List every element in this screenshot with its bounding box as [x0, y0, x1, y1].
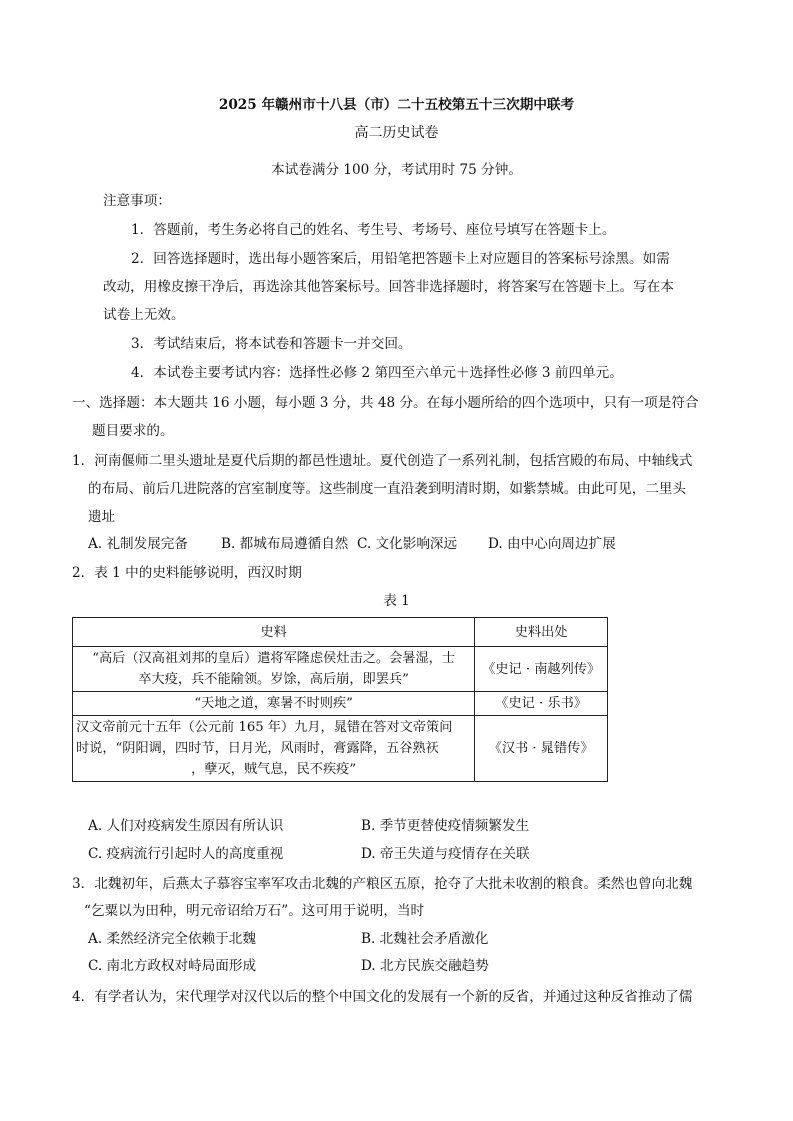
- table-cell-line: ，孽灭，贼气息，民不疾疫”: [191, 762, 357, 777]
- q1-stem-line-1: 1．河南偃师二里头遗址是夏代后期的都邑性遗址。夏代创造了一系列礼制，包括宫殿的布局、中轴线式: [72, 453, 693, 469]
- q2-option-c: C. 疫病流行引起时人的高度重视: [88, 846, 284, 862]
- note-4: 4．本试卷主要考试内容：选择性必修 2 第四至六单元＋选择性必修 3 前四单元。: [131, 365, 623, 381]
- note-1: 1．答题前，考生务必将自己的姓名、考生号、考场号、座位号填写在答题卡上。: [131, 222, 616, 238]
- table-cell-origin: 《汉书 · 晁错传》: [475, 716, 608, 782]
- table-cell-origin: 《史记 · 乐书》: [475, 692, 608, 716]
- table-header-source-text: 史料: [73, 618, 475, 647]
- table-row: [73, 692, 608, 716]
- q1-option-d: D. 由中心向周边扩展: [488, 536, 616, 552]
- note-2-line-3: 试卷上无效。: [103, 307, 185, 323]
- q4-stem-line-1: 4．有学者认为，宋代理学对汉代以后的整个中国文化的发展有一个新的反省，并通过这种反省推动了儒: [72, 989, 693, 1005]
- table-row: [73, 647, 608, 692]
- q3-stem-line-2: “乞粟以为田种，明元帝诏给万石”。这可用于说明，当时: [84, 903, 425, 919]
- table-cell-text: [73, 647, 475, 692]
- q1-option-c: C. 文化影响深远: [357, 536, 458, 552]
- q2-option-d: D. 帝王失道与疫情存在关联: [361, 846, 530, 862]
- table-cell-line: “高后（汉高祖刘邦的皇后）遣将军隆虑侯灶击之。会暑湿，士: [92, 651, 456, 666]
- table-header-row: [73, 618, 608, 647]
- q1-stem-line-3: 遗址: [88, 509, 116, 525]
- exam-subtitle: 高二历史试卷: [354, 125, 439, 141]
- table-cell-text: [73, 716, 475, 782]
- table-cell-line: 汉文帝前元十五年（公元前 165 年）九月，晁错在答对文帝策问: [76, 720, 453, 735]
- q2-option-b: B. 季节更替使疫情频繁发生: [361, 818, 530, 834]
- q2-stem: 2．表 1 中的史料能够说明，西汉时期: [72, 565, 302, 581]
- section-heading-line-1: 一、选择题：本大题共 16 小题，每小题 3 分，共 48 分。在每小题所给的四个选项中，只有一项是符合: [72, 395, 699, 411]
- section-heading-line-2: 题目要求的。: [92, 423, 174, 439]
- table-cell-origin: 《史记 · 南越列传》: [475, 647, 608, 692]
- note-3: 3．考试结束后，将本试卷和答题卡一并交回。: [131, 336, 412, 352]
- q1-option-b: B. 都城布局遵循自然: [221, 536, 349, 552]
- q3-option-b: B. 北魏社会矛盾激化: [361, 931, 489, 947]
- q3-option-a: A. 柔然经济完全依赖于北魏: [88, 931, 256, 947]
- q3-option-d: D. 北方民族交融趋势: [361, 958, 489, 974]
- table-cell-text: “天地之道，寒暑不时则疾”: [73, 692, 475, 716]
- q1-option-a: A. 礼制发展完备: [88, 536, 189, 552]
- q2-option-a: A. 人们对疫病发生原因有所认识: [88, 818, 284, 834]
- table-title: 表 1: [383, 593, 410, 609]
- q3-option-c: C. 南北方政权对峙局面形成: [88, 958, 257, 974]
- note-2-line-1: 2．回答选择题时，选出每小题答案后，用铅笔把答题卡上对应题目的答案标号涂黑。如需: [131, 251, 670, 267]
- table-cell-line: 卒大疫，兵不能隃领。岁馀，高后崩，即罢兵”: [138, 672, 409, 687]
- source-table: [72, 617, 608, 782]
- table-cell-line: 时说，“阴阳调，四时节，日月光，风雨时，膏露降，五谷熟祆: [76, 741, 439, 756]
- notes-heading: 注意事项：: [103, 193, 171, 209]
- table-header-source-origin: 史料出处: [475, 618, 608, 647]
- exam-title: 2025 年赣州市十八县（市）二十五校第五十三次期中联考: [218, 97, 575, 113]
- q1-stem-line-2: 的布局、前后几进院落的宫室制度等。这些制度一直沿袭到明清时期，如紫禁城。由此可见，二里头: [88, 481, 687, 497]
- q3-stem-line-1: 3．北魏初年，后燕太子慕容宝率军攻击北魏的产粮区五原，抢夺了大批未收割的粮食。柔然也曾向北魏: [72, 876, 693, 892]
- note-2-line-2: 改动，用橡皮擦干净后，再选涂其他答案标号。回答非选择题时，将答案写在答题卡上。写在本: [103, 279, 674, 295]
- table-row: [73, 716, 608, 782]
- score-info: 本试卷满分 100 分，考试用时 75 分钟。: [271, 162, 522, 178]
